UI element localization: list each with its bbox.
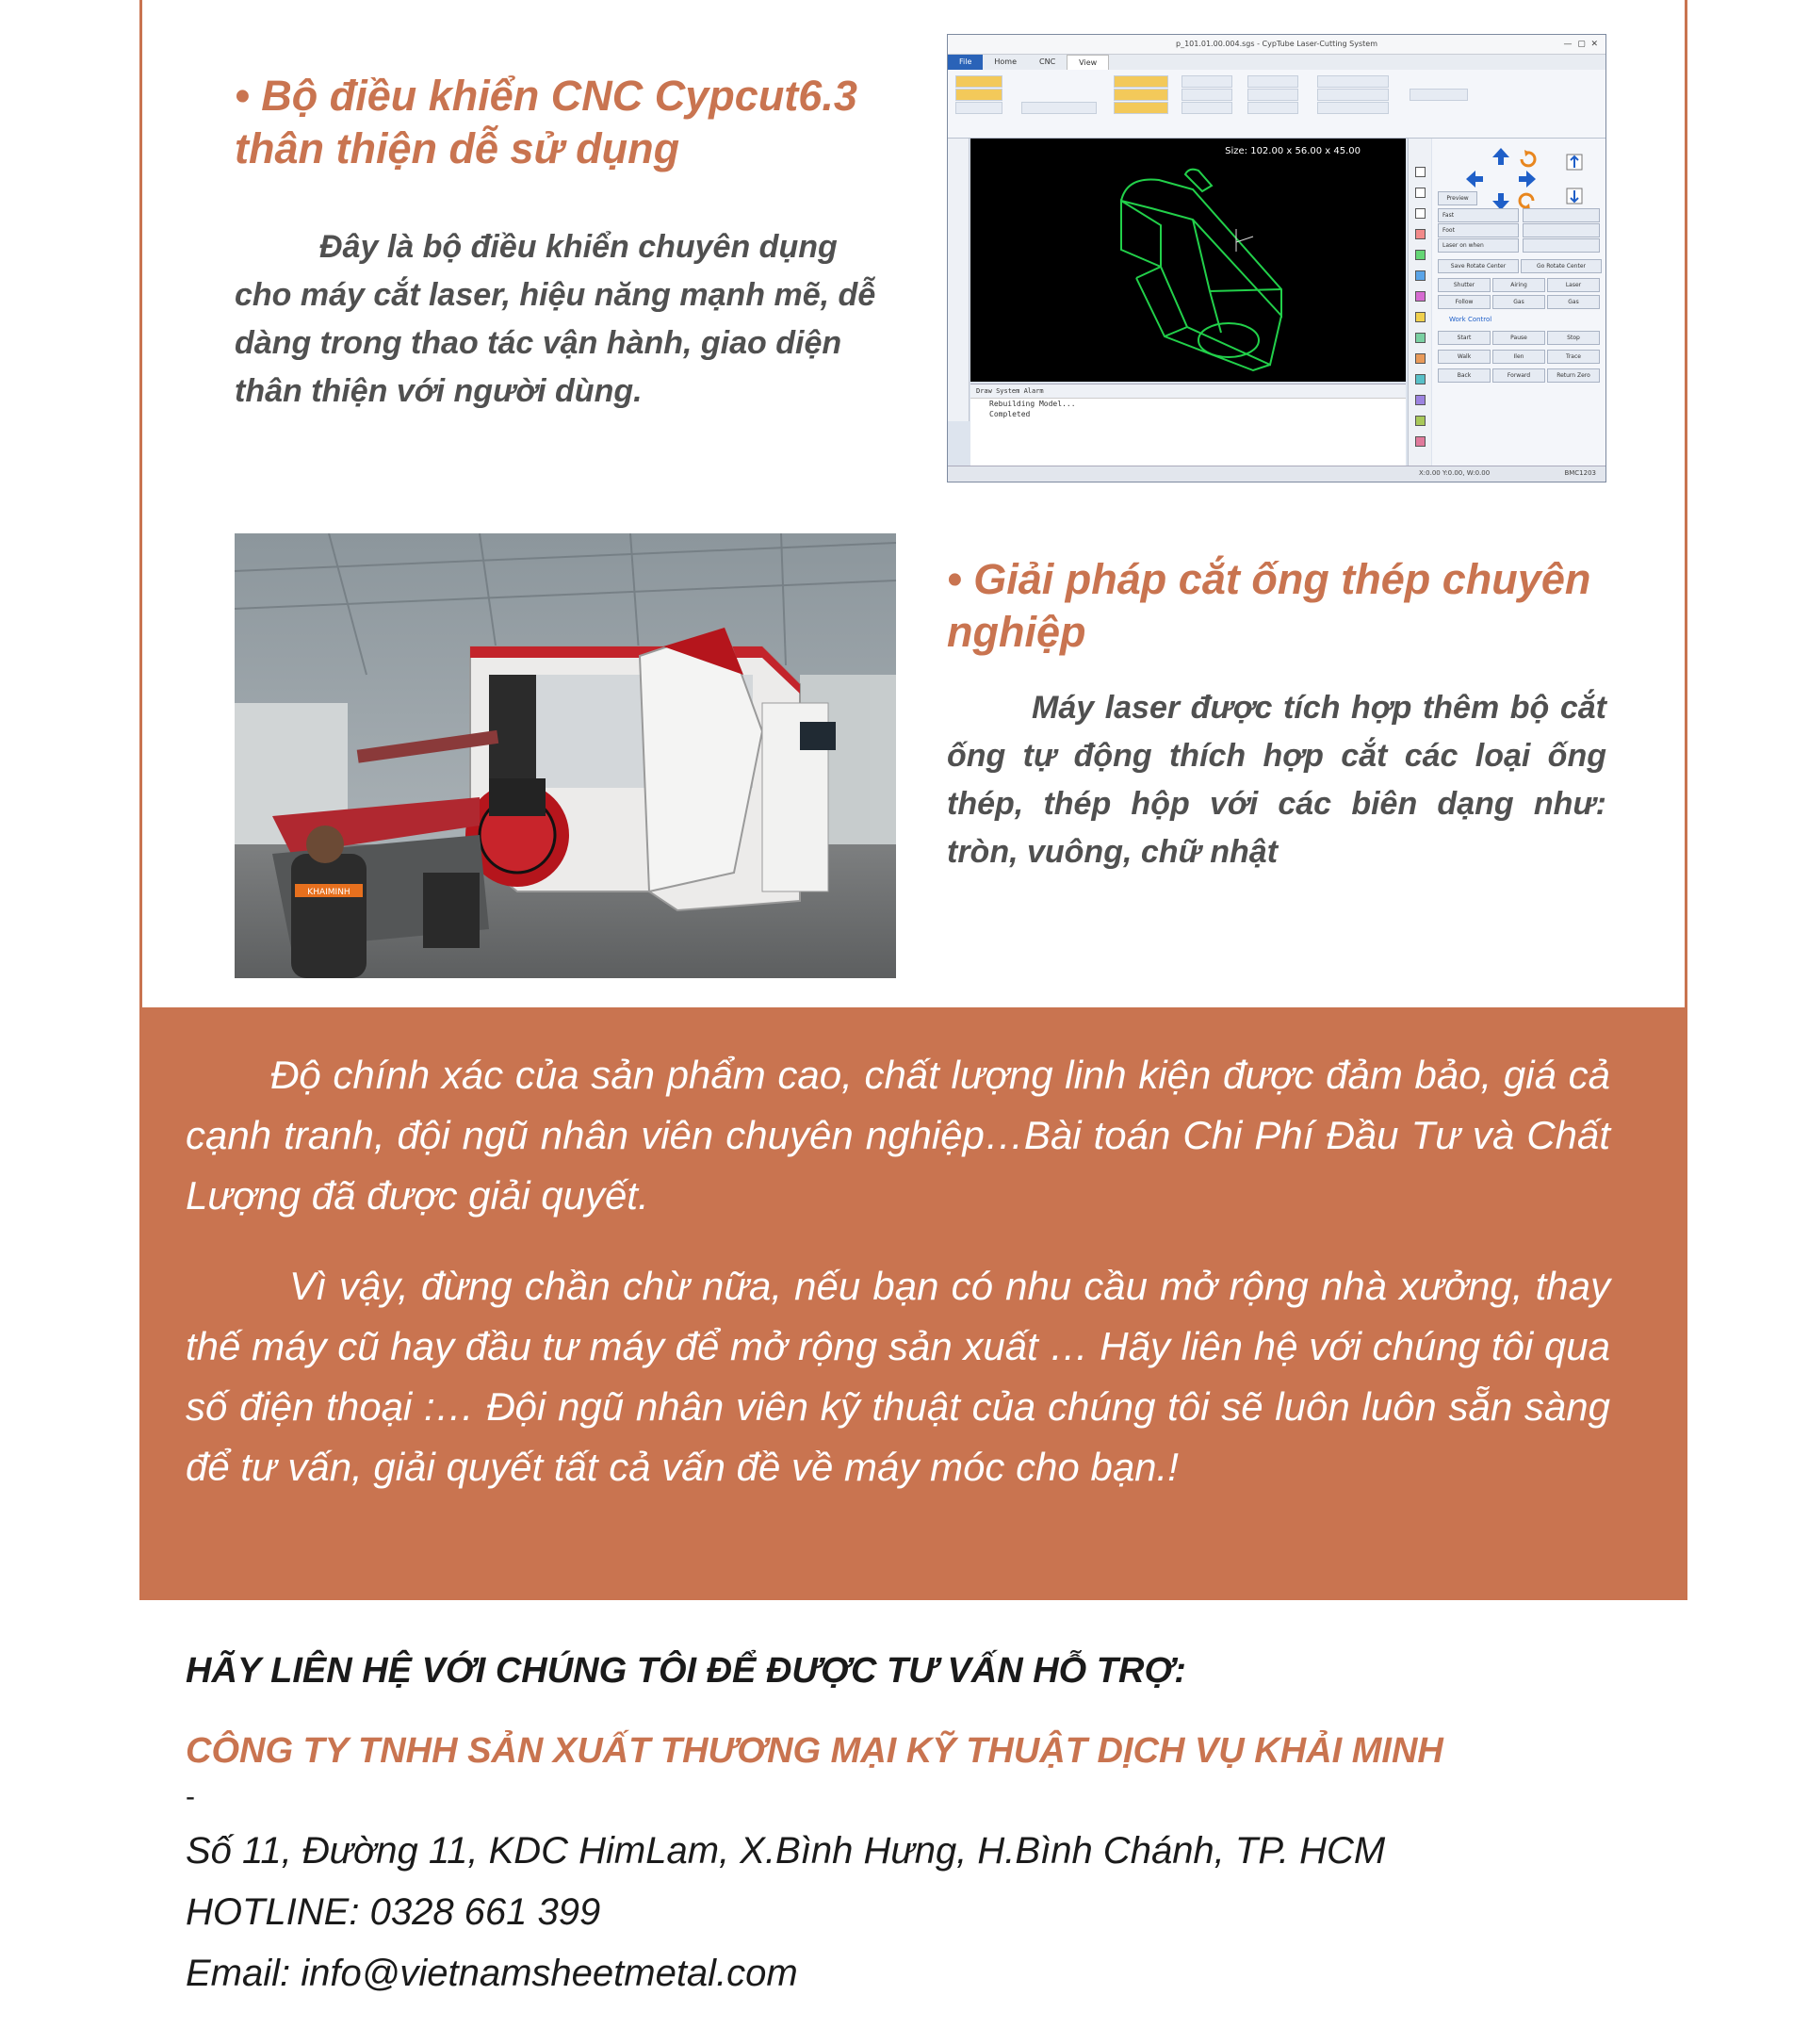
promo-paragraph-1: Độ chính xác của sản phẩm cao, chất lượng linh kiện được đảm bảo, giá cả cạnh tranh, đội ngũ nhân viên chuyên nghiệp…Bài toán Chi Phí Đầu Tư và Chất Lượng đã được giải quyết. xyxy=(186,1053,1610,1218)
panel-field[interactable] xyxy=(1523,223,1600,237)
layer-swatch[interactable] xyxy=(1415,374,1426,384)
layer-swatch[interactable] xyxy=(1415,167,1426,177)
back-button[interactable]: Back xyxy=(1438,368,1491,383)
ribbon-button[interactable] xyxy=(955,102,1002,114)
cypcut-software-screenshot xyxy=(947,34,1606,482)
software-tab-home[interactable]: Home xyxy=(994,57,1018,66)
ilen-button[interactable]: Ilen xyxy=(1492,350,1545,364)
section1-body: Đây là bộ điều khiển chuyên dụng cho máy cắt laser, hiệu năng mạnh mẽ, dễ dàng trong thao tác vận hành, giao diện thân thiện với người dùng. xyxy=(235,229,876,409)
software-status-bar xyxy=(948,466,1605,482)
company-hotline[interactable]: HOTLINE: 0328 661 399 xyxy=(186,1891,601,1933)
layer-swatch[interactable] xyxy=(1415,416,1426,426)
airing-button[interactable]: Airing xyxy=(1492,278,1545,292)
ribbon-button[interactable] xyxy=(1182,89,1232,101)
section2-body: Máy laser được tích hợp thêm bộ cắt ống tự động thích hợp cắt các loại ống thép, thép hộp với các biên dạng như: tròn, vuông, chữ nhật xyxy=(947,690,1606,870)
ribbon-button[interactable] xyxy=(1114,102,1168,114)
ribbon-button[interactable] xyxy=(1247,89,1298,101)
layer-swatch[interactable] xyxy=(1415,250,1426,260)
promo-band xyxy=(139,1007,1687,1600)
ribbon-button[interactable] xyxy=(1317,102,1389,114)
bracket-wireframe-drawing xyxy=(970,139,1406,382)
gas-button[interactable]: Gas xyxy=(1492,295,1545,309)
ribbon-button[interactable] xyxy=(955,75,1002,88)
tube-laser-machine-photo xyxy=(235,533,896,978)
contact-heading: HÃY LIÊN HỆ VỚI CHÚNG TÔI ĐỂ ĐƯỢC TƯ VẤN HỖ TRỢ: xyxy=(186,1651,1186,1691)
layer-swatch[interactable] xyxy=(1415,395,1426,405)
software-layer-column xyxy=(1408,139,1431,466)
return-zero-button[interactable]: Return Zero xyxy=(1547,368,1600,383)
section1-heading-line2: thân thiện dễ sử dụng xyxy=(235,124,680,172)
software-tab-view[interactable]: View xyxy=(1067,55,1109,70)
rotate-cw-icon[interactable] xyxy=(1517,148,1538,169)
stop-button[interactable]: Stop xyxy=(1547,331,1600,345)
software-tab-cnc[interactable]: CNC xyxy=(1039,57,1056,66)
software-ribbon-tabs xyxy=(948,55,1605,70)
canvas-size-label: Size: 102.00 x 56.00 x 45.00 xyxy=(1225,146,1361,156)
pause-button[interactable]: Pause xyxy=(1492,331,1545,345)
software-output-panel xyxy=(970,384,1406,466)
section2-heading xyxy=(947,553,1644,659)
software-window-title: p_101.01.00.004.sgs - CypTube Laser-Cutting System xyxy=(1175,40,1377,48)
jacket-text: KHAIMINH xyxy=(307,888,350,897)
section1-heading-line1: • Bộ điều khiển CNC Cypcut6.3 xyxy=(235,72,857,120)
output-line: Rebuilding Model... xyxy=(989,400,1076,408)
trace-button[interactable]: Trace xyxy=(1547,350,1600,364)
arrow-up-icon[interactable] xyxy=(1491,146,1511,167)
panel-field[interactable] xyxy=(1523,208,1600,222)
ribbon-button[interactable] xyxy=(1317,89,1389,101)
z-down-icon[interactable] xyxy=(1564,186,1585,206)
panel-field-laser-on[interactable]: Laser on when xyxy=(1438,238,1519,253)
section2-heading-line2: nghiệp xyxy=(947,608,1086,656)
layer-swatch[interactable] xyxy=(1415,229,1426,239)
section1-heading xyxy=(235,70,913,175)
layer-swatch[interactable] xyxy=(1415,312,1426,322)
software-tab-file[interactable]: File xyxy=(948,55,983,70)
go-rotate-center-button[interactable]: Go Rotate Center xyxy=(1521,259,1602,273)
window-controls-icon: — ▢ ✕ xyxy=(1563,40,1598,49)
ribbon-button[interactable] xyxy=(1114,75,1168,88)
layer-swatch[interactable] xyxy=(1415,353,1426,364)
company-address: Số 11, Đường 11, KDC HimLam, X.Bình Hưng, H.Bình Chánh, TP. HCM xyxy=(186,1830,1386,1872)
follow-button[interactable]: Follow xyxy=(1438,295,1491,309)
work-control-label: Work Control xyxy=(1449,316,1492,323)
panel-button-preview[interactable]: Preview xyxy=(1438,191,1477,205)
walk-button[interactable]: Walk xyxy=(1438,350,1491,364)
software-ribbon xyxy=(948,70,1605,139)
layer-swatch[interactable] xyxy=(1415,208,1426,219)
layer-swatch[interactable] xyxy=(1415,436,1426,447)
shutter-button[interactable]: Shutter xyxy=(1438,278,1491,292)
software-drawing-canvas[interactable] xyxy=(970,139,1406,382)
ribbon-button[interactable] xyxy=(955,89,1002,101)
start-button[interactable]: Start xyxy=(1438,331,1491,345)
save-rotate-center-button[interactable]: Save Rotate Center xyxy=(1438,259,1519,273)
forward-button[interactable]: Forward xyxy=(1492,368,1545,383)
company-email[interactable]: Email: info@vietnamsheetmetal.com xyxy=(186,1953,798,1994)
promo-paragraph-2: Vì vậy, đừng chần chừ nữa, nếu bạn có nhu cầu mở rộng nhà xưởng, thay thế máy cũ hay đầu tư máy để mở rộng sản xuất … Hãy liên hệ với chúng tôi qua số điện thoại :… Đội ngũ nhân viên kỹ thuật của chúng tôi sẽ luôn luôn sẵn sàng để tư vấn, giải quyết tất cả vấn đề về máy móc cho bạn.! xyxy=(186,1264,1610,1489)
laser-button[interactable]: Laser xyxy=(1547,278,1600,292)
gas-button[interactable]: Gas xyxy=(1547,295,1600,309)
layer-swatch[interactable] xyxy=(1415,188,1426,198)
software-control-panel xyxy=(1432,139,1605,466)
section2-heading-line1: • Giải pháp cắt ống thép chuyên xyxy=(947,555,1591,603)
ribbon-button[interactable] xyxy=(1114,89,1168,101)
output-line: Completed xyxy=(989,410,1031,418)
ribbon-button[interactable] xyxy=(1182,102,1232,114)
status-device: BMC1203 xyxy=(1564,469,1596,477)
arrow-left-icon[interactable] xyxy=(1464,169,1485,189)
status-coordinates: X:0.00 Y:0.00, W:0.00 xyxy=(1419,469,1491,477)
panel-field-fast[interactable]: Fast xyxy=(1438,208,1519,222)
panel-field[interactable] xyxy=(1523,238,1600,253)
tube-laser-machine-illustration xyxy=(235,533,896,978)
company-name: CÔNG TY TNHH SẢN XUẤT THƯƠNG MẠI KỸ THUẬT DỊCH VỤ KHẢI MINH xyxy=(186,1731,1443,1771)
layer-swatch[interactable] xyxy=(1415,333,1426,343)
arrow-right-icon[interactable] xyxy=(1517,169,1538,189)
ribbon-button[interactable] xyxy=(1182,75,1232,88)
layer-swatch[interactable] xyxy=(1415,270,1426,281)
panel-field-foot[interactable]: Foot xyxy=(1438,223,1519,237)
output-tabs[interactable]: Draw System Alarm xyxy=(970,384,1406,399)
layer-swatch[interactable] xyxy=(1415,291,1426,302)
ribbon-button[interactable] xyxy=(1317,75,1389,88)
ribbon-button[interactable] xyxy=(1410,89,1468,101)
software-left-toolbar xyxy=(948,139,970,421)
ribbon-button[interactable] xyxy=(1021,102,1097,114)
ribbon-button[interactable] xyxy=(1247,102,1298,114)
z-up-icon[interactable] xyxy=(1564,152,1585,172)
software-titlebar xyxy=(948,35,1605,55)
ribbon-button[interactable] xyxy=(1247,75,1298,88)
company-dash: - xyxy=(186,1781,195,1812)
